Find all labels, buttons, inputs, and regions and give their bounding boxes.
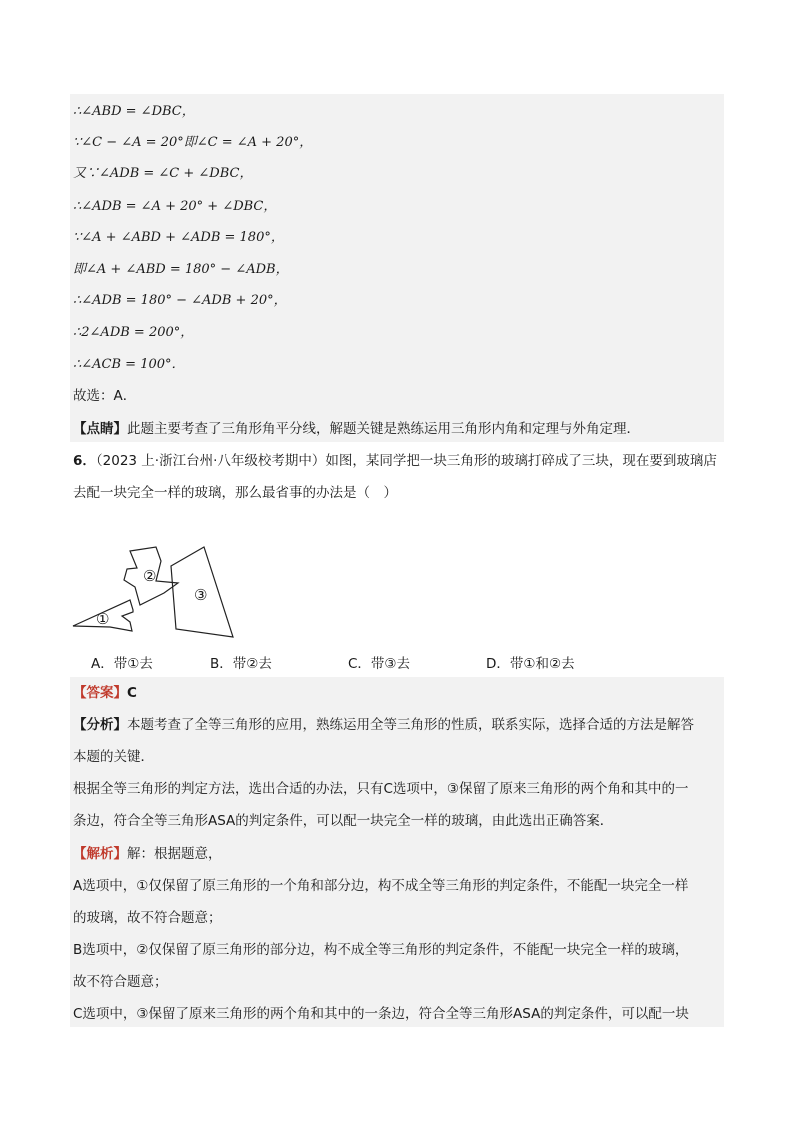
figure-label-1: ① xyxy=(96,610,110,628)
question-6-line-2: 去配一块完全一样的玻璃，那么最省事的办法是（ ） xyxy=(73,485,397,501)
question-6-line-1 xyxy=(73,452,717,470)
solution-line-3: 的玻璃，故不符合题意； xyxy=(73,910,222,926)
solution-line: ∵∠A + ∠ABD + ∠ADB = 180°， xyxy=(73,230,284,245)
analysis-line-1 xyxy=(73,716,694,734)
option-d: D．带①和②去 xyxy=(486,656,575,672)
solution-line-5: 故不符合题意； xyxy=(73,974,168,990)
broken-glass-figure xyxy=(70,543,250,643)
solution-line-1 xyxy=(73,845,222,863)
analysis-tag: 【分析】 xyxy=(73,717,127,733)
comment-line xyxy=(73,420,640,438)
answer-value: C xyxy=(127,685,137,701)
solution-tag: 【解析】 xyxy=(73,846,127,862)
figure-label-3: ③ xyxy=(194,586,208,604)
solution-line-6: C选项中，③保留了原来三角形的两个角和其中的一条边，符合全等三角形ASA的判定条件，可以配一块 xyxy=(73,1006,689,1022)
analysis-line-4: 条边，符合全等三角形ASA的判定条件，可以配一块完全一样的玻璃，由此选出正确答案． xyxy=(73,813,614,829)
analysis-line-3: 根据全等三角形的判定方法，选出合适的办法，只有C选项中，③保留了原来三角形的两个角和其中的一 xyxy=(73,781,689,797)
solution-line: 即∠A + ∠ABD = 180° − ∠ADB， xyxy=(73,262,289,277)
question-source: （2023 上·浙江台州·八年级校考期中） xyxy=(95,453,326,469)
question-number: 6． xyxy=(73,453,96,469)
answer-choice-line: 故选：A． xyxy=(73,388,137,404)
analysis-line-2: 本题的关键． xyxy=(73,749,154,765)
answer-line xyxy=(73,684,137,702)
solution-line-4: B选项中，②仅保留了原三角形的部分边，构不成全等三角形的判定条件，不能配一块完全一样的玻璃， xyxy=(73,942,689,958)
solution-line: ∴∠ADB = ∠A + 20° + ∠DBC， xyxy=(73,199,277,214)
solution-line-2: A选项中，①仅保留了原三角形的一个角和部分边，构不成全等三角形的判定条件，不能配一块完全一样 xyxy=(73,878,689,894)
question-text: 如图，某同学把一块三角形的玻璃打碎成了三块，现在要到玻璃店 xyxy=(325,453,717,469)
option-a: A．带①去 xyxy=(91,656,153,672)
comment-text: 此题主要考查了三角形角平分线，解题关键是熟练运用三角形内角和定理与外角定理． xyxy=(127,421,640,437)
solution-line: ∴∠ACB = 100°． xyxy=(73,357,185,372)
solution-text: 解：根据题意， xyxy=(127,846,222,862)
figure-label-2: ② xyxy=(143,567,157,585)
analysis-text: 本题考查了全等三角形的应用，熟练运用全等三角形的性质，联系实际，选择合适的方法是解答 xyxy=(127,717,694,733)
solution-line: ∵∠C − ∠A = 20°即∠C = ∠A + 20°， xyxy=(73,135,313,150)
solution-line: ∴∠ABD = ∠DBC， xyxy=(73,104,195,119)
option-b: B．带②去 xyxy=(210,656,272,672)
solution-line: 又∵∠ADB = ∠C + ∠DBC， xyxy=(73,166,253,181)
solution-line: ∴∠ADB = 180° − ∠ADB + 20°， xyxy=(73,293,287,308)
option-c: C．带③去 xyxy=(348,656,411,672)
solution-line: ∴2∠ADB = 200°， xyxy=(73,325,194,340)
comment-tag: 【点睛】 xyxy=(73,421,127,437)
answer-tag: 【答案】 xyxy=(73,685,127,701)
